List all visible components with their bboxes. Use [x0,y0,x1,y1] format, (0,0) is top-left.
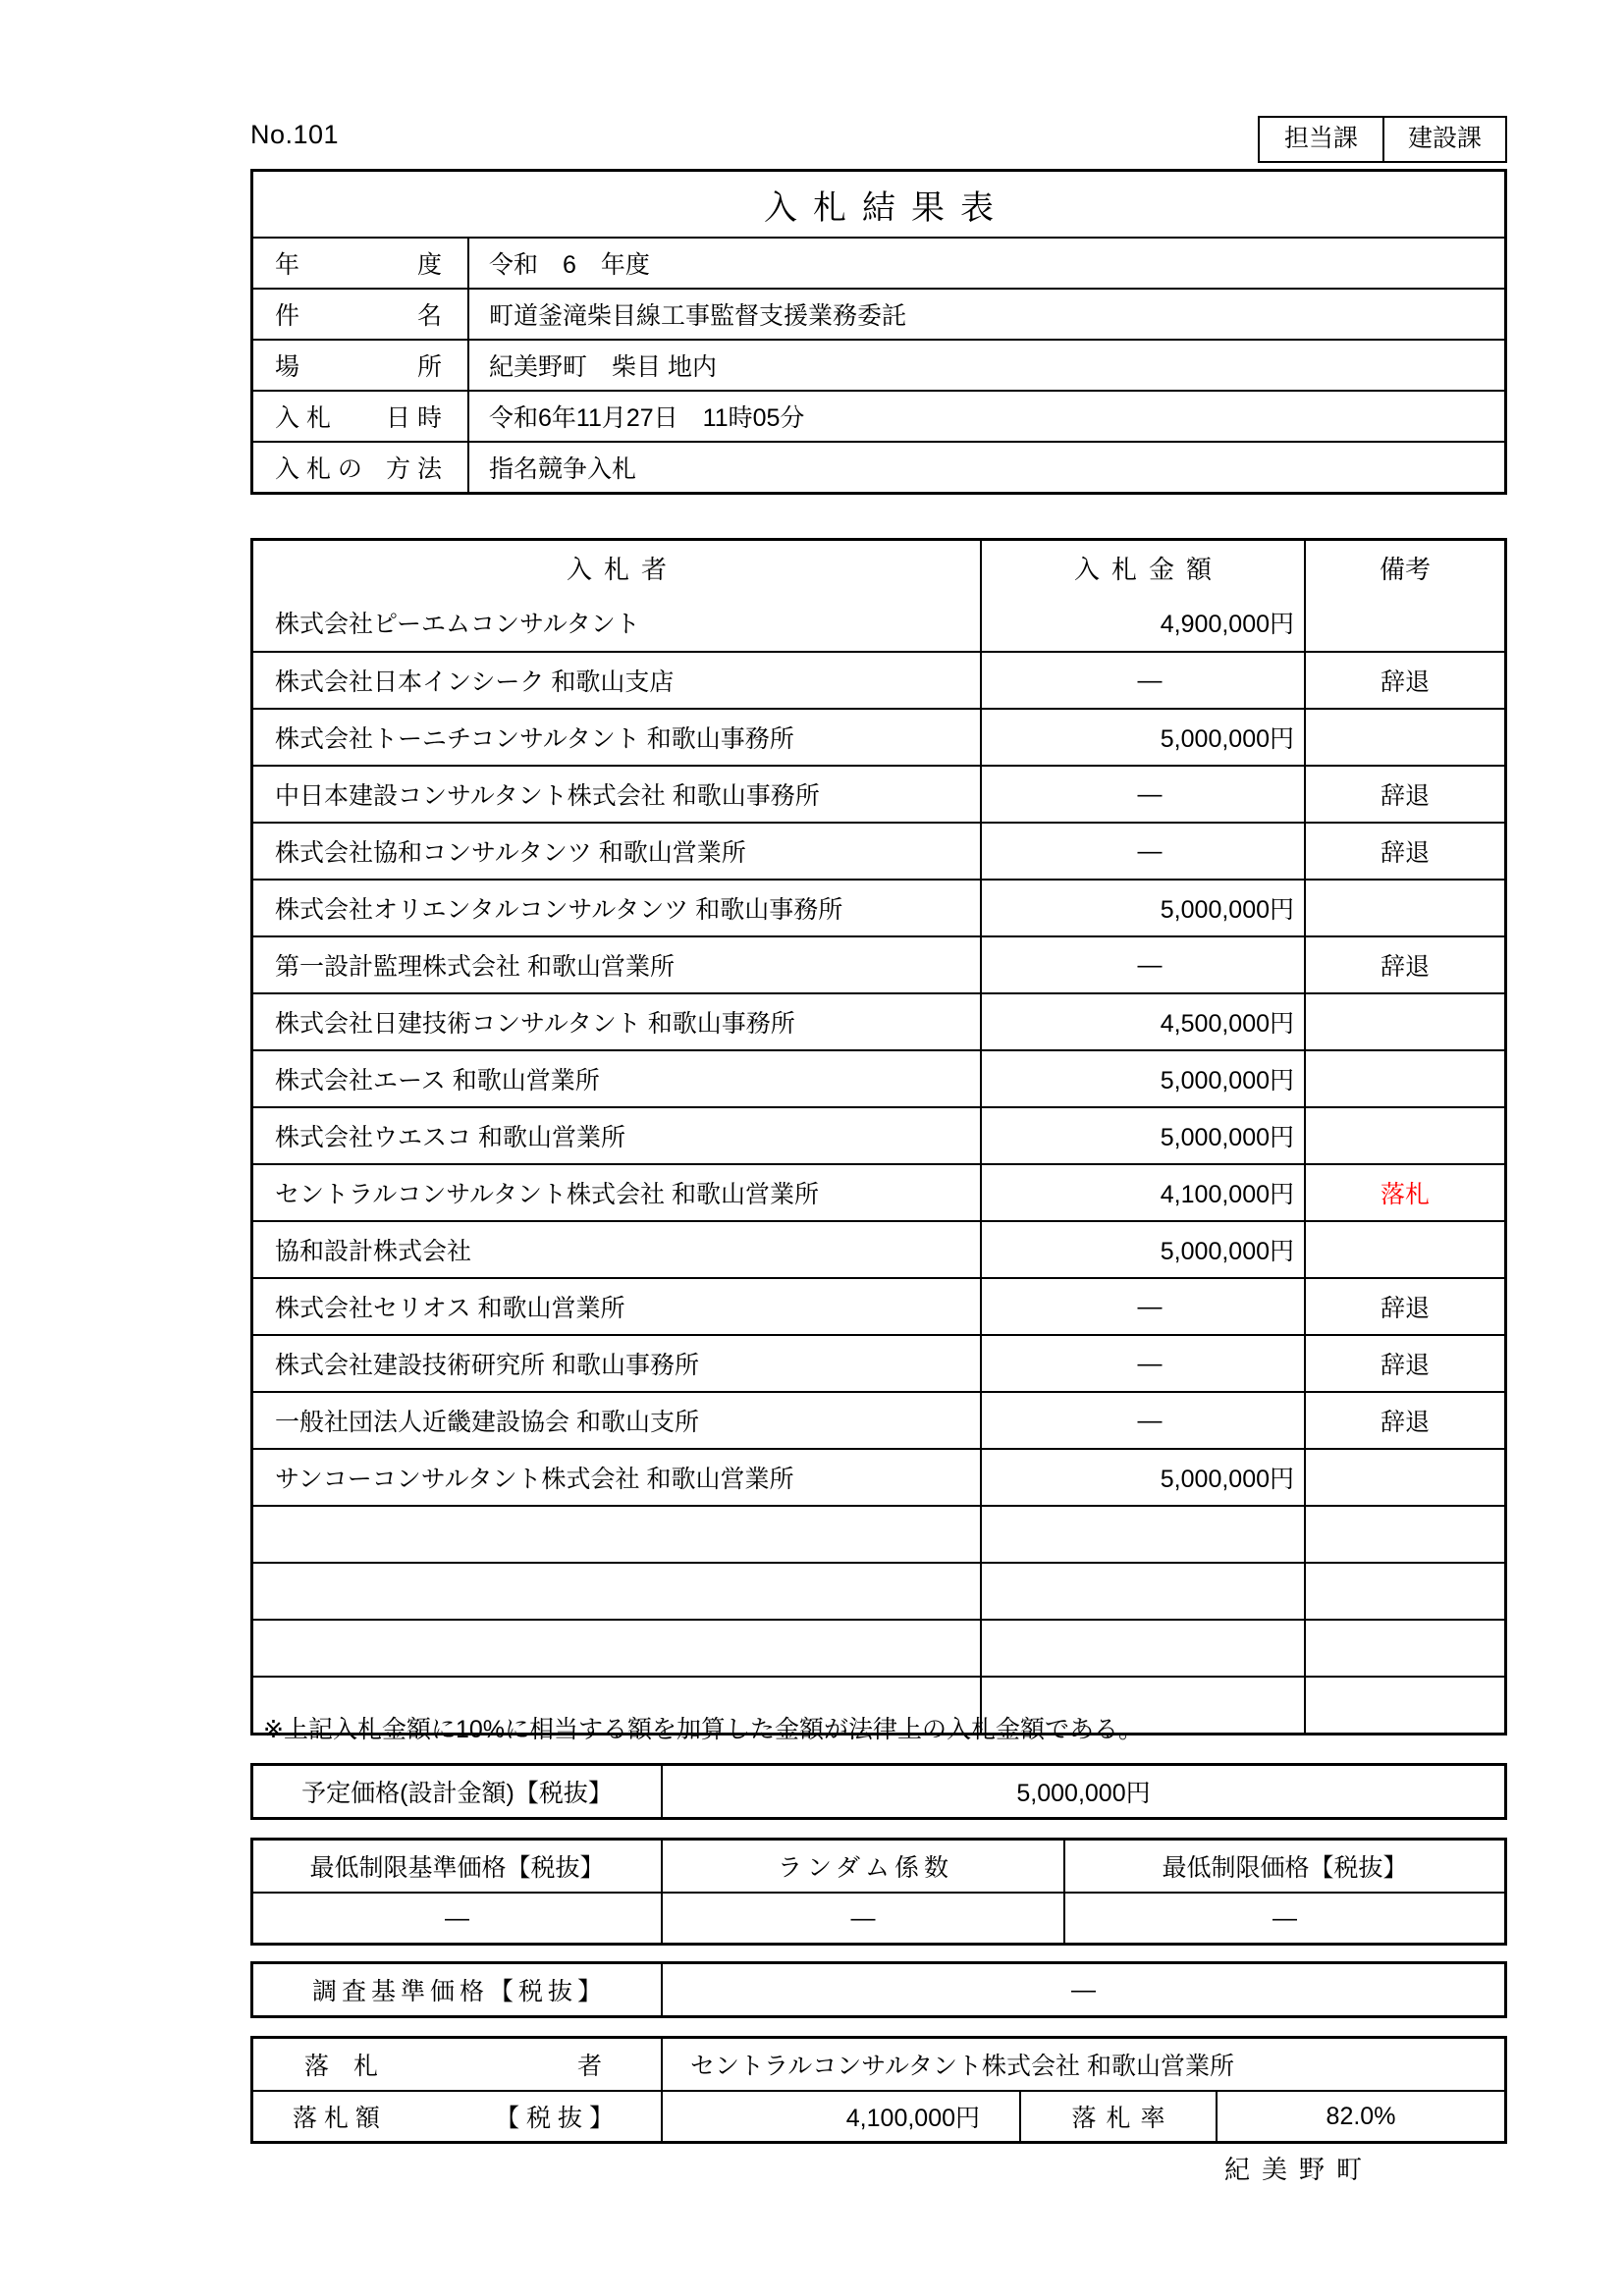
award-winner-value: セントラルコンサルタント株式会社 和歌山営業所 [661,2039,1504,2090]
award-winner-label-a: 落 札 [304,2053,379,2080]
bidder-name: サンコーコンサルタント株式会社 和歌山営業所 [275,1466,794,1493]
document-number: No.101 [250,120,340,149]
random-coefficient-value: — [661,1894,1063,1943]
table-row [253,1334,1504,1391]
bidder-name: 株式会社セリオス 和歌山営業所 [275,1295,625,1322]
bid-remark: 辞退 [1304,653,1504,708]
table-row [253,1391,1504,1448]
bid-amount: 5,000,000円 [980,1222,1304,1277]
bid-amount: — [980,1279,1304,1334]
field-label-datetime-a: 入 札 [275,404,331,432]
table-row [253,594,1504,651]
department-box [1258,116,1507,163]
bid-remark: 辞退 [1304,1393,1504,1448]
bidder-name: 中日本建設コンサルタント株式会社 和歌山事務所 [275,782,820,810]
bidder-name: 第一設計監理株式会社 和歌山営業所 [275,953,675,981]
bidder-name [253,1621,980,1676]
random-coefficient-label: ランダム係数 [661,1841,1063,1892]
table-row [253,822,1504,879]
bid-amount: 4,900,000円 [980,594,1304,651]
award-winner-label-b: 者 [576,2053,602,2080]
award-amount-value: 4,100,000円 [661,2092,1019,2141]
survey-base-price-label: 調査基準価格【税抜】 [311,1978,607,2005]
bid-remark [1304,710,1504,765]
min-limit-price-value: — [1063,1894,1504,1943]
bid-remark [1304,994,1504,1049]
award-winner-label [253,2039,661,2090]
bid-remark: 辞退 [1304,1336,1504,1391]
bid-amount: — [980,937,1304,992]
table-row [253,1049,1504,1106]
table-row [253,879,1504,935]
bid-amount: 5,000,000円 [980,881,1304,935]
bidder-name: 株式会社エース 和歌山営業所 [275,1067,600,1095]
column-header-amount: 入札金額 [980,541,1304,594]
bid-amount [980,1621,1304,1676]
title-row [253,172,1504,237]
bidder-name: 株式会社協和コンサルタンツ 和歌山営業所 [275,839,746,867]
field-label-year-a: 年 [275,251,300,279]
bid-remark [1304,594,1504,651]
field-row-method [253,441,1504,492]
department-value: 建設課 [1382,118,1505,161]
department-label: 担当課 [1283,125,1358,152]
table-row [253,651,1504,708]
field-label-method-b: 方 法 [386,455,442,483]
bid-amount [980,1507,1304,1562]
field-label-location [253,341,467,390]
bid-amount: 4,500,000円 [980,994,1304,1049]
bidder-name: 株式会社建設技術研究所 和歌山事務所 [275,1352,699,1379]
minimum-limit-value-row [253,1892,1504,1943]
bidder-name [253,1507,980,1562]
table-row [253,1448,1504,1505]
bid-remark [1304,881,1504,935]
bid-remark: 辞退 [1304,937,1504,992]
field-label-year [253,239,467,288]
bidder-name [253,1564,980,1619]
bidders-table [250,538,1507,1735]
field-label-datetime [253,392,467,441]
field-row-datetime [253,390,1504,441]
bidder-name: 一般社団法人近畿建設協会 和歌山支所 [275,1409,699,1436]
bidder-name: セントラルコンサルタント株式会社 和歌山営業所 [275,1181,819,1208]
bidder-name: 株式会社ピーエムコンサルタント [275,611,640,638]
table-row [253,1106,1504,1163]
field-label-datetime-b: 日 時 [386,404,442,432]
bid-remark: 辞退 [1304,824,1504,879]
bid-amount: 5,000,000円 [980,710,1304,765]
field-label-subject-a: 件 [275,302,300,330]
award-amount-label-b: 【 税 抜 】 [495,2105,614,2132]
field-label-method-a: 入 札 の [275,455,362,483]
bid-amount: 5,000,000円 [980,1108,1304,1163]
minimum-limit-header-row [253,1841,1504,1892]
table-row [253,1562,1504,1619]
planned-price-table [250,1763,1507,1820]
field-label-year-b: 度 [416,251,442,279]
award-rate-value: 82.0% [1216,2092,1504,2141]
bid-remark [1304,1108,1504,1163]
bid-remark [1304,1621,1504,1676]
bid-remark [1304,1564,1504,1619]
award-amount-row [253,2090,1504,2141]
planned-price-value: 5,000,000円 [661,1766,1504,1817]
survey-base-price-value: — [661,1964,1504,2015]
tax-note: ※上記入札金額に10%に相当する額を加算した金額が法律上の入札金額である。 [263,1716,1143,1743]
top-strip [250,116,1507,163]
award-amount-label [253,2092,661,2141]
field-label-subject [253,290,467,339]
page-title: 入札結果表 [764,188,1009,227]
issuing-authority: 紀美野町 [1223,2155,1374,2184]
min-limit-price-label: 最低制限価格【税抜】 [1063,1841,1504,1892]
status-badge-winner: 落札 [1304,1165,1504,1220]
survey-base-price-row [253,1964,1504,2015]
survey-base-price-table [250,1961,1507,2018]
bid-amount: — [980,653,1304,708]
table-row [253,1277,1504,1334]
bid-remark: 辞退 [1304,767,1504,822]
bid-remark [1304,1051,1504,1106]
field-row-subject [253,288,1504,339]
table-row [253,935,1504,992]
bidder-name: 協和設計株式会社 [275,1238,472,1265]
bid-amount: — [980,767,1304,822]
min-base-price-value: — [445,1903,469,1932]
field-value-location: 紀美野町 柴目 地内 [467,341,1504,390]
bidder-name: 株式会社日建技術コンサルタント 和歌山事務所 [275,1010,795,1038]
award-rate-label: 落札率 [1019,2092,1216,2141]
bid-amount: — [980,1393,1304,1448]
field-row-location [253,339,1504,390]
field-label-method [253,443,467,492]
bid-remark: 辞退 [1304,1279,1504,1334]
column-header-remark: 備考 [1304,541,1504,594]
award-amount-label-a: 落 札 額 [293,2105,380,2132]
column-header-bidder: 入札者 [566,554,678,584]
bid-amount: 5,000,000円 [980,1051,1304,1106]
field-label-subject-b: 名 [416,302,442,330]
bidder-name: 株式会社トーニチコンサルタント 和歌山事務所 [275,725,794,753]
bid-remark [1304,1450,1504,1505]
table-row [253,765,1504,822]
field-value-datetime: 令和6年11月27日 11時05分 [467,392,1504,441]
award-winner-row [253,2039,1504,2090]
bid-amount: — [980,824,1304,879]
table-row [253,1619,1504,1676]
bid-amount [980,1564,1304,1619]
field-row-year [253,237,1504,288]
table-row [253,1505,1504,1562]
min-base-price-label: 最低制限基準価格【税抜】 [309,1854,605,1882]
minimum-limit-table [250,1838,1507,1946]
field-value-method: 指名競争入札 [467,443,1504,492]
bid-amount: — [980,1336,1304,1391]
bid-remark [1304,1222,1504,1277]
planned-price-row [253,1766,1504,1817]
bid-remark [1304,1507,1504,1562]
bid-remark [1304,1678,1504,1733]
bidder-name: 株式会社日本インシーク 和歌山支店 [275,668,675,696]
bidder-name: 株式会社オリエンタルコンサルタンツ 和歌山事務所 [275,896,843,924]
table-row [253,1163,1504,1220]
planned-price-label: 予定価格(設計金額)【税抜】 [301,1780,613,1807]
bidders-table-header [253,541,1504,594]
table-row [253,1220,1504,1277]
field-label-location-a: 場 [275,353,300,381]
table-row [253,708,1504,765]
header-info-table [250,169,1507,495]
field-value-subject: 町道釜滝柴目線工事監督支援業務委託 [467,290,1504,339]
bid-amount: 4,100,000円 [980,1165,1304,1220]
bidder-name: 株式会社ウエスコ 和歌山営業所 [275,1124,625,1151]
field-label-location-b: 所 [416,353,442,381]
bid-amount: 5,000,000円 [980,1450,1304,1505]
award-table [250,2036,1507,2144]
field-value-year: 令和 6 年度 [467,239,1504,288]
table-row [253,992,1504,1049]
